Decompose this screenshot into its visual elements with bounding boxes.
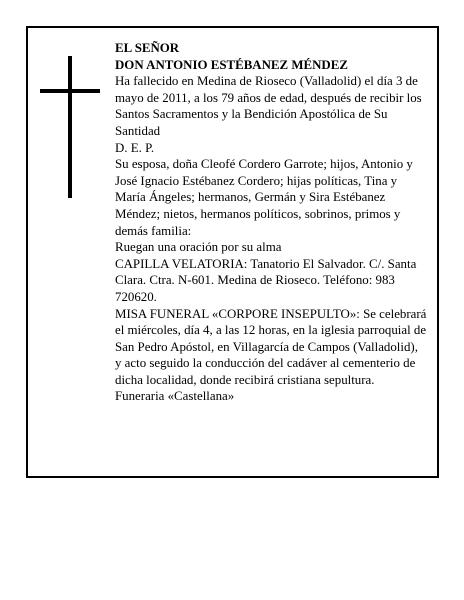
cross-horizontal-bar [40,89,100,93]
funeral-info: MISA FUNERAL «CORPORE INSEPULTO»: Se celebrará el miércoles, día 4, a las 12 horas, en la iglesia parroquial de San Pedro Apóstol, en Villagarcía de Campos (Valladolid), y acto seguido la conducción del cadáver al cementerio de dicha localidad, donde recibirá cristiana sepultura. [115,306,427,387]
notice-title-line2: DON ANTONIO ESTÉBANEZ MÉNDEZ [115,57,348,72]
chapel-info: CAPILLA VELATORIA: Tanatorio El Salvador. C/. Santa Clara. Ctra. N-601. Medina de Rioseco. Teléfono: 983 720620. [115,256,417,304]
obituary-notice [26,26,439,478]
notice-title-line1: EL SEÑOR [115,41,180,55]
family-paragraph: Su esposa, doña Cleofé Cordero Garrote; hijos, Antonio y José Ignacio Estébanez Cordero; hijas políticas, Tina y María Ángeles; hermanos, Germán y Sira Estébanez Méndez; nietos, hermanos políticos, sobrinos, primos y demás familia: [115,157,413,238]
prayer-request: Ruegan una oración por su alma [115,240,282,255]
death-announcement: Ha fallecido en Medina de Rioseco (Valladolid) el día 3 de mayo de 2011, a los 79 años de edad, después de recibir los Santos Sacramentos y la Bendición Apostólica de Su Santidad [115,74,422,138]
funeral-home: Funeraria «Castellana» [115,389,235,404]
notice-text [115,40,427,405]
cross-vertical-bar [68,56,72,198]
dep-text: D. E. P. [115,140,155,155]
